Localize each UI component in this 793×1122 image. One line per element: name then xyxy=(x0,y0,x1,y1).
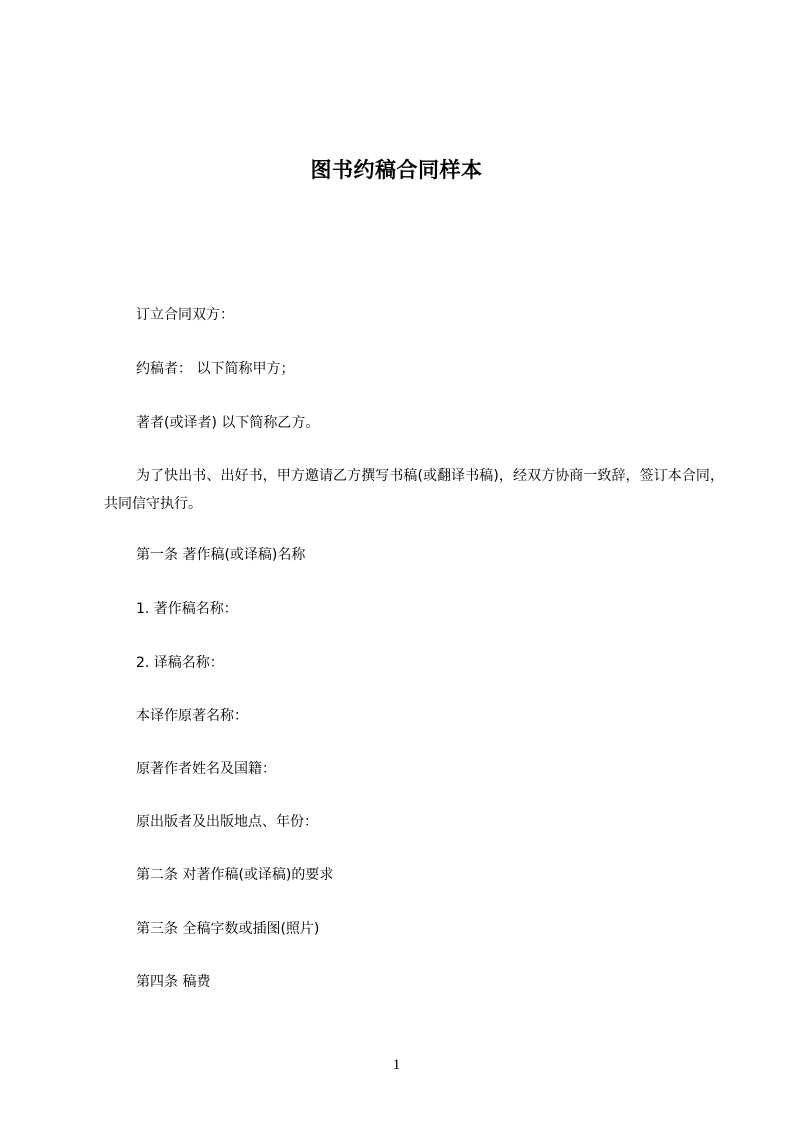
article-three-heading: 第三条 全稿字数或插图(照片) xyxy=(136,921,320,937)
translation-name-item: 2. 译稿名称： xyxy=(136,655,224,671)
original-author-line: 原著作者姓名及国籍： xyxy=(136,761,276,777)
article-four-heading: 第四条 稿费 xyxy=(136,974,211,990)
page-number: 1 xyxy=(392,1057,401,1073)
purpose-paragraph: 为了快出书、出好书，甲方邀请乙方撰写书稿(或翻译书稿)，经双方协商一致辞，签订本合同，共同信守执行。 xyxy=(104,468,724,512)
document-title: 图书约稿合同样本 xyxy=(310,158,483,183)
contract-parties-line: 订立合同双方： xyxy=(136,307,234,323)
article-two-heading: 第二条 对著作稿(或译稿)的要求 xyxy=(136,867,334,883)
author-line: 著者(或译者) 以下简称乙方。 xyxy=(136,415,320,431)
publisher-line: 约稿者： 以下简称甲方； xyxy=(136,361,295,377)
manuscript-name-item: 1. 著作稿名称： xyxy=(136,601,238,617)
original-publisher-line: 原出版者及出版地点、年份： xyxy=(136,814,318,830)
original-title-line: 本译作原著名称： xyxy=(136,708,248,724)
article-one-heading: 第一条 著作稿(或译稿)名称 xyxy=(136,547,306,563)
